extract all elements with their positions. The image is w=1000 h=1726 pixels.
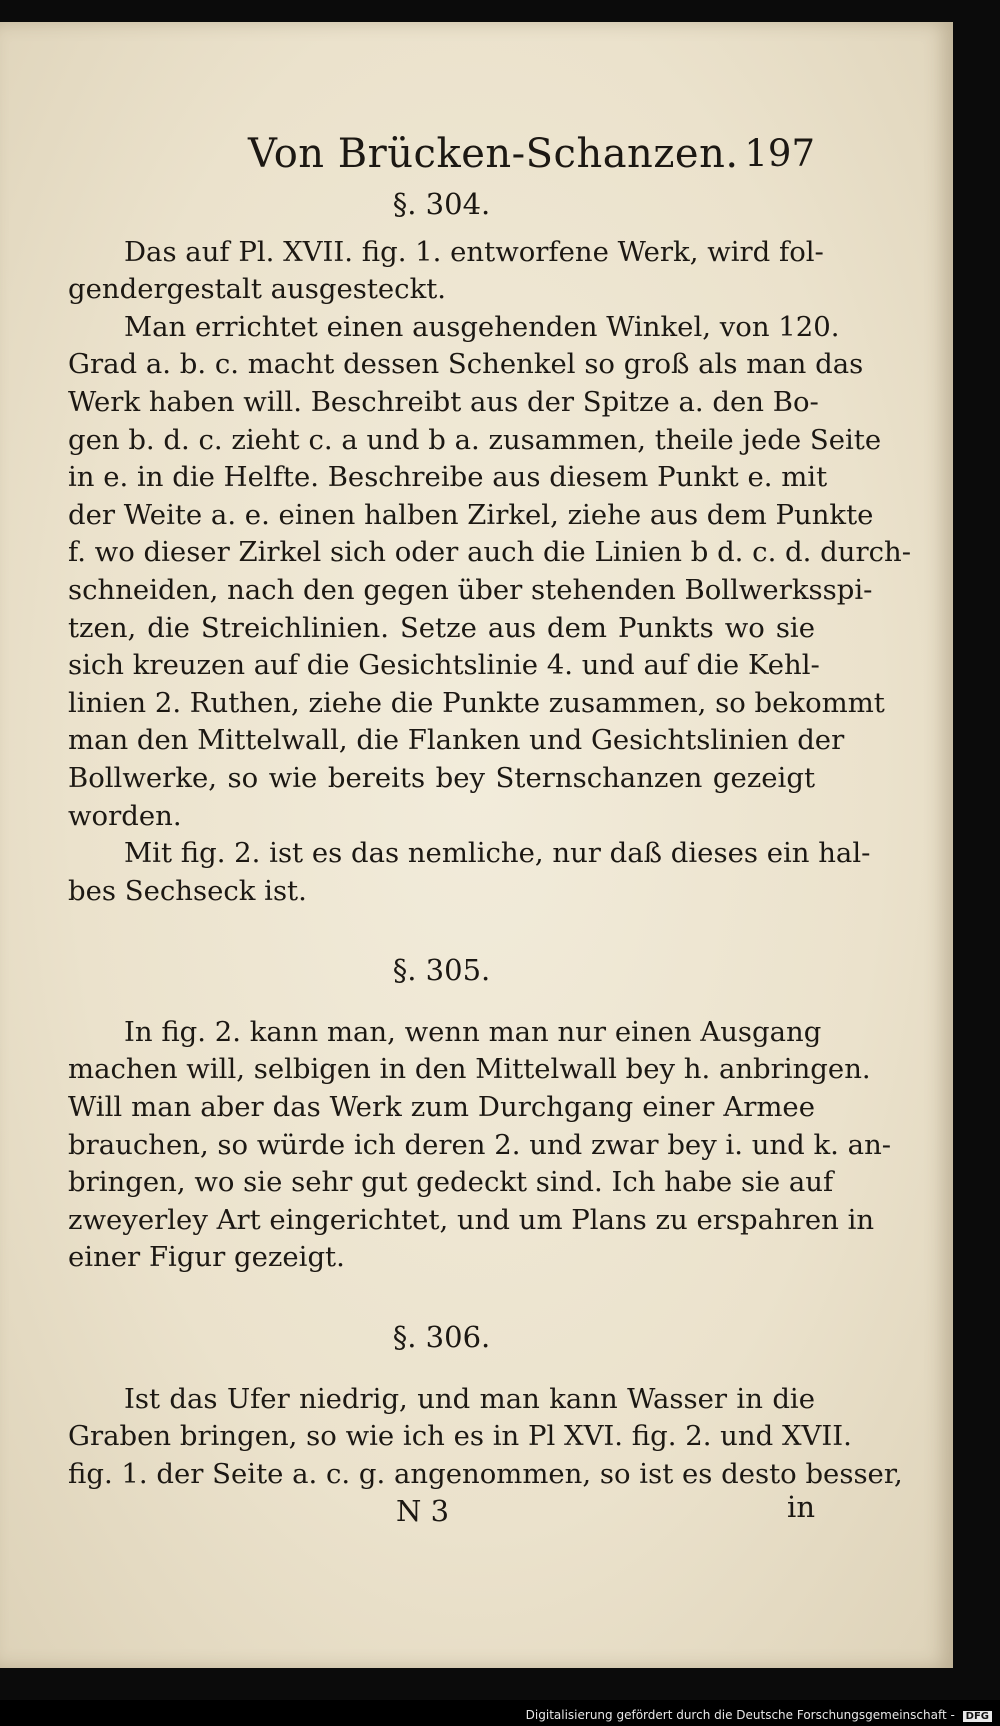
- text-line: gen b. d. c. zieht c. a und b a. zusammen, theile jede Seite: [68, 423, 882, 456]
- credit-line: [526, 1708, 992, 1722]
- text-line: linien 2. Ruthen, ziehe die Punkte zusammen, so bekommt: [68, 686, 885, 719]
- text-line: f. wo dieser Zirkel sich oder auch die Linien b d. c. d. durch-: [68, 536, 912, 569]
- paragraph: [68, 309, 912, 835]
- paragraph: [68, 1014, 892, 1277]
- text-line: bes Sechseck ist.: [68, 874, 307, 907]
- page-number: 197: [744, 132, 815, 175]
- text-line: machen will, selbigen in den Mittelwall bey h. anbringen.: [68, 1053, 871, 1086]
- text-line: Bollwerke, so wie bereits bey Sternschanzen gezeigt: [68, 761, 815, 794]
- text-line: der Weite a. e. einen halben Zirkel, ziehe aus dem Punkte: [68, 498, 874, 531]
- section-heading: §. 306.: [392, 1320, 491, 1355]
- text-line: Will man aber das Werk zum Durchgang einer Armee: [68, 1091, 815, 1124]
- text-line: einer Figur gezeigt.: [68, 1241, 345, 1274]
- page-header: [68, 126, 815, 182]
- text-line: fig. 1. der Seite a. c. g. angenommen, so ist es desto besser,: [68, 1457, 903, 1490]
- section-heading: §. 305.: [392, 953, 491, 988]
- text-line: gendergestalt ausgesteckt.: [68, 273, 447, 306]
- text-line: Mit fig. 2. ist es das nemliche, nur daß dieses ein hal-: [124, 837, 871, 870]
- text-line: worden.: [68, 799, 182, 832]
- catchword: in: [787, 1490, 815, 1525]
- dfg-logo: DFG: [963, 1711, 992, 1722]
- text-line: brauchen, so würde ich deren 2. und zwar bey i. und k. an-: [68, 1128, 892, 1161]
- text-line: Das auf Pl. XVII. fig. 1. entworfene Werk, wird fol-: [124, 235, 824, 268]
- book-page: [0, 22, 953, 1668]
- text-line: In fig. 2. kann man, wenn man nur einen Ausgang: [124, 1015, 822, 1048]
- text-line: zweyerley Art eingerichtet, und um Plans zu erspahren in: [68, 1203, 875, 1236]
- text-line: schneiden, nach den gegen über stehenden Bollwerksspi-: [68, 573, 873, 606]
- page-footer: [68, 1490, 815, 1537]
- signature-mark: N 3: [396, 1494, 450, 1529]
- page-text: [68, 126, 912, 1537]
- paragraph: [68, 835, 871, 910]
- text-line: Man errichtet einen ausgehenden Winkel, von 120.: [124, 310, 840, 343]
- paragraph: [68, 1381, 903, 1494]
- credit-text: Digitalisierung gefördert durch die Deutsche Forschungsgemeinschaft -: [525, 1708, 955, 1722]
- running-head: Von Brücken-Schanzen.: [248, 131, 739, 177]
- page-body: [68, 186, 912, 1493]
- text-line: in e. in die Helfte. Beschreibe aus diesem Punkt e. mit: [68, 461, 828, 494]
- digitization-banner: [0, 1700, 1000, 1726]
- text-line: Graben bringen, so wie ich es in Pl XVI. fig. 2. und XVII.: [68, 1420, 852, 1453]
- text-line: Ist das Ufer niedrig, und man kann Wasser in die: [124, 1382, 815, 1415]
- text-line: tzen, die Streichlinien. Setze aus dem Punkts wo sie: [68, 611, 815, 644]
- text-line: bringen, wo sie sehr gut gedeckt sind. Ich habe sie auf: [68, 1166, 834, 1199]
- text-line: Grad a. b. c. macht dessen Schenkel so groß als man das: [68, 348, 864, 381]
- text-line: Werk haben will. Beschreibt aus der Spitze a. den Bo-: [68, 385, 819, 418]
- text-line: man den Mittelwall, die Flanken und Gesichtslinien der: [68, 724, 845, 757]
- paragraph: [68, 234, 824, 309]
- text-line: sich kreuzen auf die Gesichtslinie 4. und auf die Kehl-: [68, 649, 820, 682]
- section-heading: §. 304.: [392, 187, 491, 221]
